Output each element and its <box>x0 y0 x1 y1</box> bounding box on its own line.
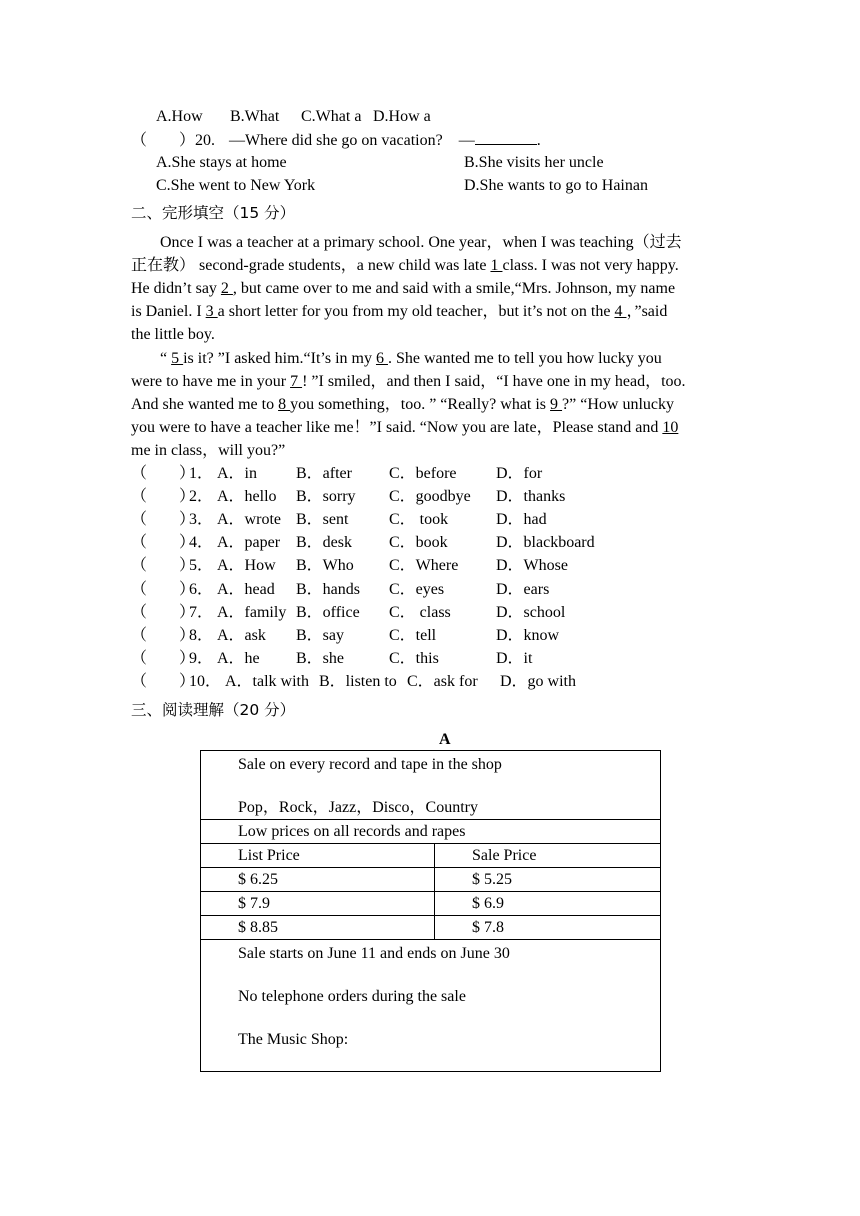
list-price-header: List Price <box>201 844 435 868</box>
cloze-option-a: A．paper <box>217 534 281 552</box>
answer-paren: （ ） <box>131 488 196 506</box>
cloze-number: 5． <box>189 557 214 575</box>
cloze-number: 7． <box>189 603 214 621</box>
list-price-cell: $ 7.9 <box>201 892 435 916</box>
sale-price-cell: $ 5.25 <box>435 868 661 892</box>
cloze-option-c: C．Where <box>389 557 459 575</box>
section3-title: 三、阅读理解（20 分） <box>131 701 296 719</box>
cloze-option-c: C．ask for <box>407 672 478 690</box>
passage-line-2 <box>131 256 679 276</box>
cloze-option-c: C．book <box>389 534 448 552</box>
passage-text: you were to have a teacher like me！”I said. “Now you are late，Please stand and <box>131 419 663 436</box>
passage-text: “ <box>160 350 172 367</box>
q19-options <box>156 107 431 127</box>
q19-option-d: D.How a <box>373 108 431 125</box>
blank-7: 7 <box>290 373 303 390</box>
cloze-option-a: A．in <box>217 465 258 482</box>
passage-line-3 <box>131 279 675 299</box>
q19-option-a: A.How <box>156 108 203 125</box>
sale-dates: Sale starts on June 11 and ends on June 30 <box>238 945 510 962</box>
passage-text: class. I was not very happy. <box>502 257 679 274</box>
q20-text: —Where did she go on vacation? — <box>229 132 475 149</box>
passage-line-9 <box>131 418 678 438</box>
passage-line-8 <box>131 395 674 415</box>
cloze-option-b: B．after <box>296 465 352 482</box>
passage-line-6 <box>160 349 662 369</box>
blank-1: 1 <box>490 257 503 274</box>
no-phone-orders: No telephone orders during the sale <box>238 988 466 1005</box>
cloze-option-d: D．ears <box>496 580 550 598</box>
blank-10: 10 <box>662 419 679 436</box>
cloze-option-d: D．blackboard <box>496 534 595 552</box>
q20-option-b: B.She visits her uncle <box>464 154 604 171</box>
cloze-option-a: A．talk with <box>225 672 309 690</box>
blank-3: 3 <box>205 303 218 320</box>
cloze-option-a: A．hello <box>217 488 277 506</box>
cloze-option-a: A．family <box>217 603 287 621</box>
cloze-option-d: D．school <box>496 603 566 621</box>
passage-text: He didn’t say <box>131 280 221 297</box>
passage-line-1: Once I was a teacher at a primary school. One year，when I was teaching（过去 <box>160 234 682 251</box>
q20-number: 20. <box>195 132 216 149</box>
sale-price-header: Sale Price <box>435 844 661 868</box>
cloze-option-c: C．eyes <box>389 580 445 598</box>
cloze-option-b: B．hands <box>296 580 361 598</box>
blank-2: 2 <box>220 280 233 297</box>
passage-text: were to have me in your <box>131 373 291 390</box>
cloze-option-d: D．had <box>496 511 547 529</box>
answer-paren: （ ） <box>131 649 196 667</box>
passage-text: ! ”I smiled，and then I said，“I have one in my head，too. <box>302 373 686 390</box>
passage-text: is Daniel. I <box>131 303 206 320</box>
blank-4: 4 <box>614 303 627 320</box>
sale-notice-table <box>200 750 661 1072</box>
cloze-number: 2． <box>189 488 214 506</box>
cloze-option-a: A．wrote <box>217 511 281 529</box>
answer-paren: （ ） <box>131 557 196 575</box>
cloze-option-b: B．sorry <box>296 488 356 506</box>
q19-option-b: B.What <box>230 108 280 125</box>
cloze-option-b: B．Who <box>296 557 354 575</box>
list-price-cell: $ 8.85 <box>201 916 435 940</box>
section2-title: 二、完形填空（15 分） <box>131 204 296 222</box>
q19-option-c: C.What a <box>301 108 362 125</box>
passage-line-10: me in class，will you?” <box>131 442 286 459</box>
cloze-option-d: D．Whose <box>496 557 568 575</box>
cloze-option-a: A．he <box>217 649 260 667</box>
cloze-option-d: D．for <box>496 465 543 482</box>
list-price-cell: $ 6.25 <box>201 868 435 892</box>
sale-headline: Sale on every record and tape in the shop <box>238 756 502 773</box>
q20-period: . <box>536 132 541 149</box>
answer-paren: （ ） <box>131 511 196 529</box>
cloze-number: 1． <box>189 465 214 482</box>
blank-6: 6 <box>375 350 388 367</box>
cloze-option-b: B．say <box>296 626 345 644</box>
passage-text: is it? ”I asked him.“It’s in my <box>183 350 376 367</box>
cloze-option-a: A．head <box>217 580 275 598</box>
cloze-option-c: C．this <box>389 649 439 667</box>
passage-line-5: the little boy. <box>131 326 215 343</box>
cloze-option-d: D．know <box>496 626 560 644</box>
answer-paren: （ ） <box>131 580 196 598</box>
q20-option-c: C.She went to New York <box>156 177 316 194</box>
q20-option-d: D.She wants to go to Hainan <box>464 177 648 194</box>
blank-5: 5 <box>171 350 184 367</box>
cloze-option-a: A．ask <box>217 626 266 644</box>
sale-header-cell <box>201 751 661 820</box>
cloze-option-c: C． took <box>389 511 449 529</box>
shop-name: The Music Shop: <box>238 1031 349 1048</box>
answer-paren: （ ） <box>131 132 196 149</box>
sale-footer-cell <box>201 940 661 1072</box>
passage-text: . She wanted me to tell you how lucky you <box>387 350 662 367</box>
sale-price-cell: $ 7.8 <box>435 916 661 940</box>
passage-text: you something，too. ” “Really? what is <box>290 396 551 413</box>
cloze-option-b: B．sent <box>296 511 349 529</box>
cloze-option-b: B．desk <box>296 534 353 552</box>
cloze-option-d: D．thanks <box>496 488 566 506</box>
cloze-number: 8． <box>189 626 214 644</box>
cloze-option-a: A．How <box>217 557 276 575</box>
cloze-option-b: B．listen to <box>319 672 397 690</box>
cloze-option-c: C．tell <box>389 626 437 644</box>
passage-text: And she wanted me to <box>131 396 279 413</box>
answer-paren: （ ） <box>131 603 196 621</box>
answer-paren: （ ） <box>131 465 196 482</box>
cloze-number: 6． <box>189 580 214 598</box>
cloze-option-d: D．go with <box>500 672 577 690</box>
answer-paren: （ ） <box>131 672 196 690</box>
answer-paren: （ ） <box>131 534 196 552</box>
cloze-option-c: C．before <box>389 465 457 482</box>
passage-text: ?” “How unlucky <box>562 396 675 413</box>
cloze-number: 4． <box>189 534 214 552</box>
passage-line-4 <box>131 302 667 322</box>
cloze-option-d: D．it <box>496 649 533 667</box>
cloze-option-b: B．she <box>296 649 345 667</box>
passage-text: a short letter for you from my old teacher，but it’s not on the <box>217 303 615 320</box>
q20-option-a: A.She stays at home <box>156 154 287 171</box>
cloze-option-b: B．office <box>296 603 360 621</box>
reading-a-label: A <box>439 731 451 748</box>
answer-blank <box>475 130 537 145</box>
cloze-option-c: C．goodbye <box>389 488 471 506</box>
blank-8: 8 <box>278 396 291 413</box>
cloze-number: 3． <box>189 511 214 529</box>
low-prices-cell: Low prices on all records and rapes <box>201 820 661 844</box>
cloze-number: 10． <box>189 672 222 690</box>
answer-paren: （ ） <box>131 626 196 644</box>
blank-9: 9 <box>550 396 563 413</box>
passage-text: , but came over to me and said with a smile,“Mrs. Johnson, my name <box>232 280 676 297</box>
passage-line-7 <box>131 372 686 392</box>
passage-text: 正在教） second-grade students，a new child was late <box>131 257 491 274</box>
cloze-option-c: C． class <box>389 603 451 621</box>
music-genres: Pop，Rock，Jazz，Disco，Country <box>238 799 478 816</box>
sale-price-cell: $ 6.9 <box>435 892 661 916</box>
cloze-number: 9． <box>189 649 214 667</box>
q20-question <box>131 130 541 151</box>
passage-text: ，”said <box>626 303 668 320</box>
